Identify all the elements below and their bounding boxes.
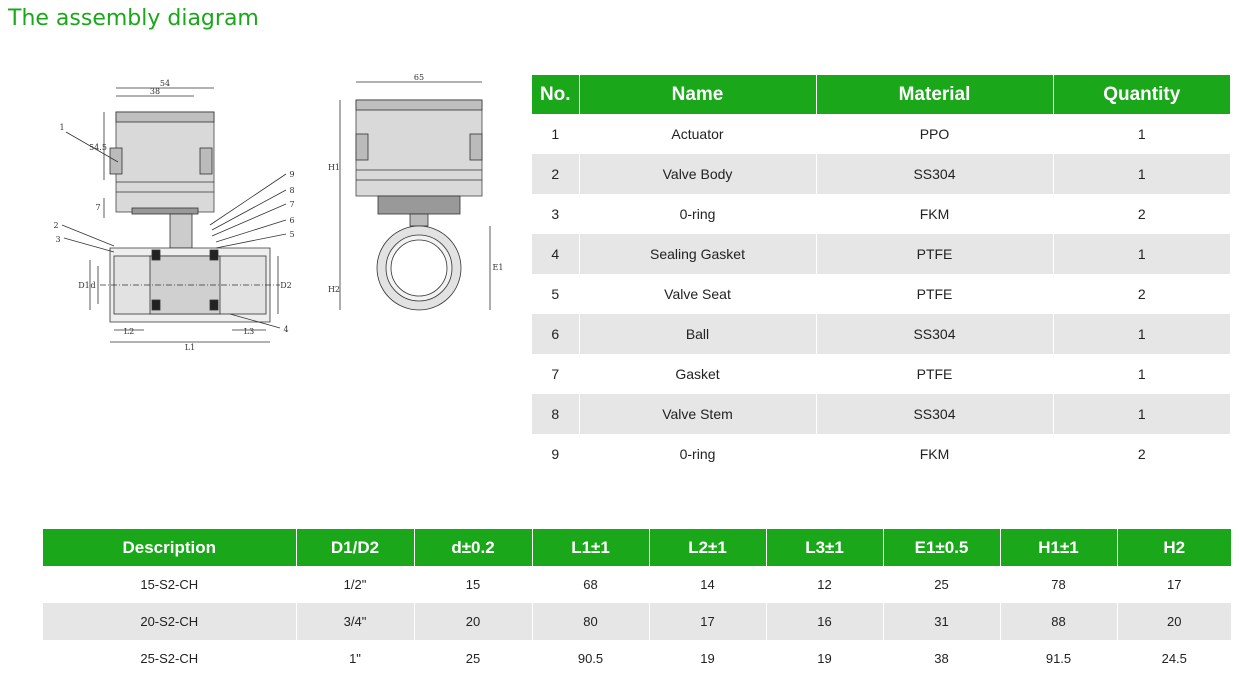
cell: 1"	[296, 640, 414, 677]
label-9: 9	[289, 170, 295, 179]
table-row	[532, 154, 1230, 194]
cell-no: 1	[532, 114, 579, 154]
label-7: 7	[289, 200, 295, 209]
cell: 17	[649, 603, 766, 640]
header-description: Description	[43, 529, 296, 566]
cell: 19	[766, 640, 883, 677]
label-4: 4	[283, 325, 289, 334]
cell-material: PTFE	[816, 234, 1053, 274]
cell: 20-S2-CH	[43, 603, 296, 640]
table-row	[43, 566, 1231, 603]
header-d1-d2: D1/D2	[296, 529, 414, 566]
table-row	[532, 394, 1230, 434]
table-row	[532, 194, 1230, 234]
dim-d2: D2	[280, 281, 292, 290]
cell-no: 8	[532, 394, 579, 434]
cell-quantity: 1	[1053, 314, 1230, 354]
table-row	[532, 234, 1230, 274]
dim-d1: D1	[78, 281, 90, 290]
cell-material: SS304	[816, 154, 1053, 194]
cell: 25-S2-CH	[43, 640, 296, 677]
dim-d: d	[90, 281, 96, 290]
cell: 90.5	[532, 640, 649, 677]
cell-material: SS304	[816, 314, 1053, 354]
cell-name: Valve Body	[579, 154, 816, 194]
header-e1: E1±0.5	[883, 529, 1000, 566]
cell-name: Valve Seat	[579, 274, 816, 314]
dim-54-5: 54.5	[89, 143, 107, 152]
header-l3: L3±1	[766, 529, 883, 566]
assembly-drawing	[40, 70, 510, 360]
cell: 78	[1000, 566, 1117, 603]
cell: 17	[1167, 577, 1182, 592]
cell-quantity: 2	[1137, 286, 1146, 302]
cell: 20	[414, 603, 532, 640]
cell: 38	[883, 640, 1000, 677]
parts-header-row	[532, 75, 1230, 114]
cell-no: 5	[532, 274, 579, 314]
cell: 14	[649, 566, 766, 603]
table-row	[532, 354, 1230, 394]
cell-name: 0-ring	[579, 434, 816, 474]
cell-no: 4	[532, 234, 579, 274]
cell-name: Ball	[579, 314, 816, 354]
dim-7: 7	[95, 203, 101, 212]
cell: 31	[883, 603, 1000, 640]
spec-table	[43, 529, 1231, 677]
dim-65: 65	[413, 73, 425, 82]
cell-no: 9	[532, 434, 579, 474]
cell-material: PTFE	[816, 354, 1053, 394]
cell: 88	[1000, 603, 1117, 640]
cell: 19	[649, 640, 766, 677]
cell: 12	[766, 566, 883, 603]
dim-38: 38	[149, 87, 161, 96]
cell-quantity: 2	[1137, 446, 1146, 462]
table-row	[532, 274, 1230, 314]
cell: 3/4"	[296, 603, 414, 640]
cell-quantity: 1	[1053, 234, 1230, 274]
label-6: 6	[289, 216, 295, 225]
dim-l1: L1	[184, 343, 196, 352]
header-l2: L2±1	[649, 529, 766, 566]
cell-no: 6	[532, 314, 579, 354]
cell: 24.5	[1161, 651, 1187, 666]
table-row	[532, 114, 1230, 154]
cell: 68	[532, 566, 649, 603]
table-row	[43, 640, 1231, 677]
cell-quantity: 1	[1053, 394, 1230, 434]
cell-quantity: 1	[1053, 154, 1230, 194]
dim-l2: L2	[123, 327, 135, 336]
page-title: The assembly diagram	[8, 6, 259, 31]
cell-no: 7	[532, 354, 579, 394]
cell: 25	[883, 566, 1000, 603]
cell: 20	[1117, 603, 1231, 640]
header-l1: L1±1	[532, 529, 649, 566]
cell-no: 3	[532, 194, 579, 234]
cell: 91.5	[1000, 640, 1117, 677]
spec-header-row	[43, 529, 1231, 566]
cell: 1/2"	[296, 566, 414, 603]
table-row	[532, 314, 1230, 354]
dim-e1: E1	[492, 263, 504, 272]
cell-name: Valve Stem	[579, 394, 816, 434]
cell: 15-S2-CH	[43, 566, 296, 603]
dim-h1: H1	[327, 163, 341, 172]
header-name: Name	[579, 75, 816, 114]
cell: 15	[414, 566, 532, 603]
label-8: 8	[289, 186, 295, 195]
table-row	[43, 603, 1231, 640]
dim-l3: L3	[243, 327, 255, 336]
cell-quantity: 1	[1137, 126, 1146, 142]
header-no: No.	[532, 75, 579, 114]
header-d: d±0.2	[414, 529, 532, 566]
label-2: 2	[53, 221, 59, 230]
cell: 16	[766, 603, 883, 640]
cell-name: Gasket	[579, 354, 816, 394]
dim-h2: H2	[327, 285, 341, 294]
header-quantity: Quantity	[1053, 75, 1230, 114]
label-1: 1	[59, 123, 65, 132]
cell-name: Actuator	[579, 114, 816, 154]
dim-54: 54	[159, 79, 171, 88]
cell-quantity: 1	[1137, 366, 1146, 382]
header-material: Material	[816, 75, 1053, 114]
cell-name: 0-ring	[579, 194, 816, 234]
cell-material: PPO	[816, 114, 1053, 154]
table-row	[532, 434, 1230, 474]
label-5: 5	[289, 230, 295, 239]
parts-table	[532, 75, 1230, 474]
cell-name: Sealing Gasket	[579, 234, 816, 274]
cell-no: 2	[532, 154, 579, 194]
cell: 80	[532, 603, 649, 640]
cell-material: FKM	[816, 194, 1053, 234]
cell: 25	[414, 640, 532, 677]
cell-quantity: 2	[1137, 206, 1146, 222]
cell-material: SS304	[816, 394, 1053, 434]
header-h2: H2	[1117, 529, 1231, 566]
cell-material: PTFE	[816, 274, 1053, 314]
label-3: 3	[55, 235, 61, 244]
header-h1: H1±1	[1000, 529, 1117, 566]
cell-material: FKM	[816, 434, 1053, 474]
